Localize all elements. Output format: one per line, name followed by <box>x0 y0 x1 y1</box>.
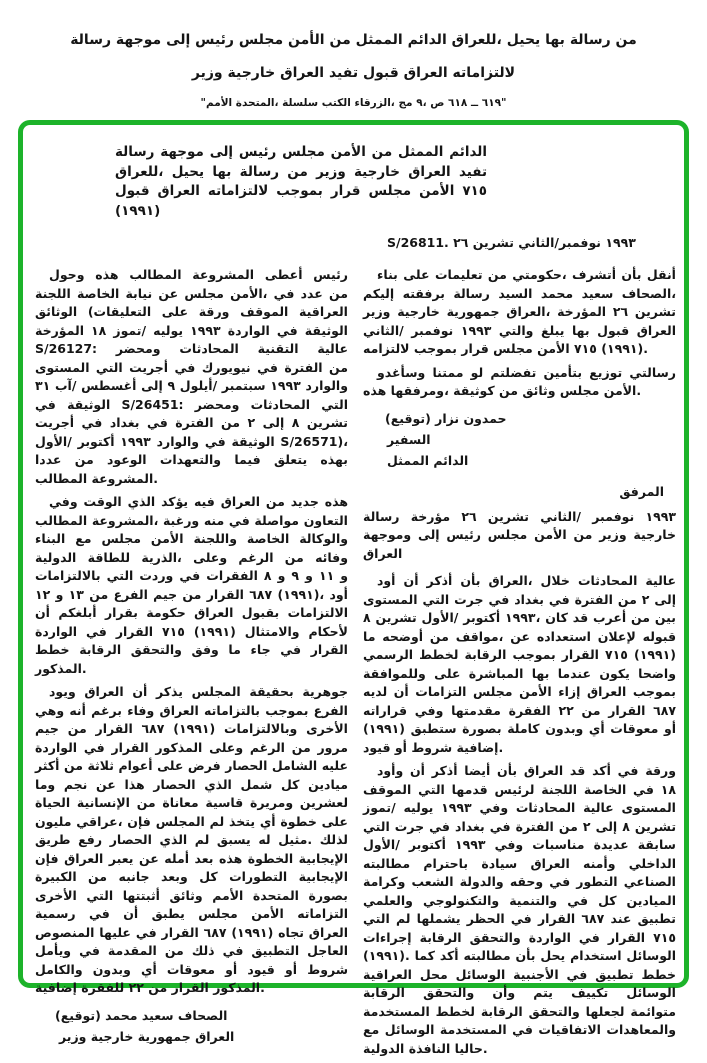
document-title: رسالة موجهة إلى رئيس مجلس الأمن من الممثل الدائم للعراق، يحيل بها رسالة من وزير خارجية العراق تفيد قبول العراق لالتزاماته بموجب قرار مجلس الأمن ٧١٥ (١٩٩١) <box>115 144 488 219</box>
annex-heading: المرفق <box>619 484 664 499</box>
annex-paragraph: وأود أن أذكر أيضا بأن العراق قد أكد في ورقة الموقف التي قدمها لرئيس اللجنة الخاصة في ١٨ تموز/ يوليه ١٩٩٣ وفي المحادثات عالية المستوى التي جرت في بغداد في الفترة من ٢ إلى ٨ تشرين الأول/ أكتوبر ١٩٩٣ وفي مناسبات عديدة سابقة مطالبته باحترام سيادة العراق وأمنه الداخلي وكرامة الشعب والدولة وحقه في التطور الصناعي والعلمي والتكنولوجي والتنمية في كل الميادين التي لم يشملها الحظر في القرار ٦٨٧ عند تطبيق إجراءات الرقابة والتحقق الواردة في القرار ٧١٥ (١٩٩١). كما أكد مطالبته بأن يحل استخدام الوسائل العراقية محل الوسائل الأجنبية في تطبيق خطط الرقابة والتحقق وأن يتم تكييف الوسائل المستخدمة لخطط الرقابة والتحقق لجعلها متوائمة مع الوسائل المستخدمة في الاتفاقيات والمعاهدات الدولية النافذة حاليا. <box>363 763 677 1056</box>
header-source-note: "الأمم المتحدة، سلسلة الكتب الزرقاء، مج ٩، ص ٦١٨ ــ ٦١٩" <box>200 97 507 109</box>
two-column-body <box>35 266 676 1063</box>
annex-paragraph: وحول هذه المطالب المشروعة أعطى رئيس اللجنة الخاصة نيابة عن مجلس الأمن، في عدد من الوثائق (التعليقات على ورقة الموقف العراقية المؤرخة ١٨ تموز/ يوليه ١٩٩٣ الواردة في الوثيقة S/26127: ومحضر المحادثات التقنية عالية المستوى التي أجريت في نيويورك في الفترة من ٣١ آب/ أغسطس إلى ٩ أيلول/ سبتمبر ١٩٩٣ والوارد في الوثيقة S/26451: ومحضر المحادثات التي أجريت في بغداد في الفترة من ٢ إلى ٨ تشرين الأول/ أكتوبر ١٩٩٣ والوارد في الوثيقة S/26571)، عددا من الوعود والتعهدات فيما يتعلق بهذه المطالب المشروعة. <box>35 267 349 486</box>
document-green-frame <box>18 120 689 1056</box>
letter-signatory-title-ambassador: السفير <box>387 432 431 447</box>
document-reference-date: S/26811. ٢٦ تشرين الثاني/نوفمبر ١٩٩٣ <box>387 235 636 250</box>
annex-signatory-title: وزير خارجية جمهورية العراق <box>59 1029 235 1044</box>
letter-paragraph: بناء على تعليمات من حكومتي، أتشرف بأن أنقل إليكم برفقته رسالة السيد محمد سعيد الصحاف، وزير خارجية جمهورية العراق، المؤرخة ٢٦ تشرين الثاني/ نوفمبر ١٩٩٣ والتي يبلغ بها قبول العراق لالتزامه بموجب قرار مجلس الأمن ٧١٥ (١٩٩١). <box>363 267 677 356</box>
header-title-line2: وزير خارجية العراق تفيد قبول العراق لالتزاماته <box>191 65 516 81</box>
right-column <box>363 266 676 1063</box>
letter-signatory-title-permanent-representative: الممثل الدائم <box>387 452 469 468</box>
annex-signature: (توقيع) محمد سعيد الصحاف <box>55 1007 228 1023</box>
letter-paragraph: وسأغدو ممتنا لو تفضلتم بتأمين توزيع رسالتي هذه ومرفقها، كوثيقة من وثائق مجلس الأمن. <box>363 364 676 398</box>
letter-signature: (توقيع) نزار حمدون <box>385 410 507 426</box>
annex-title: رسالة مؤرخة ٢٦ تشرين الثاني/ نوفمبر ١٩٩٣ وموجهة إلى رئيس مجلس الأمن من وزير خارجية العراق <box>363 508 676 561</box>
header-title-line1: رسالة موجهة إلى رئيس مجلس الأمن من الممثل الدائم للعراق، يحيل بها رسالة من <box>70 32 637 48</box>
annex-paragraph: ويود العراق أن يذكر المجلس بحقيقة جوهرية وهي أنه برغم وفاء العراق بالتزاماته بموجب الفرع جيم من القرار ٦٨٧ (١٩٩١) وبالالتزامات الأخرى الواردة في القرار المذكور وعلى الرغم من مرور أكثر من ثلاثة أعوام على فرض الحصار الشامل عليه وما نجم عن هذا الحصار الذي شمل كل ميادين الحياة الإنسانية من معاناة قاسية ومريرة لعشرين مليون عراقي، فإن المجلس لم يتخذ أي خطوة على طريق رفع الحصار الذي لم يسبق له مثيل. لذلك فإن العراق يعبر عن أمله بعد هذه الخطوة الإيجابية الكبيرة من جانبه وبعد كل التطورات الإيجابية الأخرى التي أثبتتها وثائق الأمم المتحدة بصورة رسمية في أن يطبق مجلس الأمن التزاماته المنصوص عليها في القرار ٦٨٧ (١٩٩١) تجاه العراق ويأمل في المقدمة من ذلك في التطبيق العاجل والكامل وبدون أي معوقات أو قيود أو شروط إضافية للفقرة ٢٢ من القرار المذكور. <box>35 684 349 995</box>
annex-paragraph: أود أن أذكر بأن العراق، خلال المحادثات عالية المستوى التي جرت في بغداد في الفترة من ٢ إلى ٨ تشرين الأول/ أكتوبر ١٩٩٣، كان قد أعرب من بين ما أوضحه من مواقف، عن استعداده لإعلان قبوله الرسمي لخطط الرقابة بموجب القرار ٧١٥ (١٩٩١) وللموافقة على المباشرة بها عندما يكون واضحا لديه أن التزامات مجلس الأمن إزاء العراق بموجب قراراته وفي مقدمتها الفقرة ٢٢ من القرار ٦٨٧ (١٩٩١) ستطبق بصورة كاملة وبدون أي معوقات أو قيود أو شروط إضافية. <box>363 573 677 755</box>
annex-paragraph: وفي الوقت الذي يؤكد فيه العراق من جديد هذه المطالب المشروعة، ورغبة منه في مواصلة التعاون البناء مع مجلس الأمن واللجنة الخاصة والوكالة الدولية للطاقة الذرية، وعلى الرغم من وفائه بالالتزامات التي وردت في الفقرات ٨ و ٩ و ١١ و ١٢ و ١٣ من الفرع جيم من القرار ٦٨٧ (١٩٩١)، أود أن أبلغكم بقرار حكومة العراق بقبول الالتزامات الواردة في القرار ٧١٥ (١٩٩١) والامتثال لأحكام خطط الرقابة والتحقق وفق ما جاء في القرار المذكور. <box>35 494 349 676</box>
left-column <box>35 266 348 1063</box>
page-header <box>0 0 707 110</box>
